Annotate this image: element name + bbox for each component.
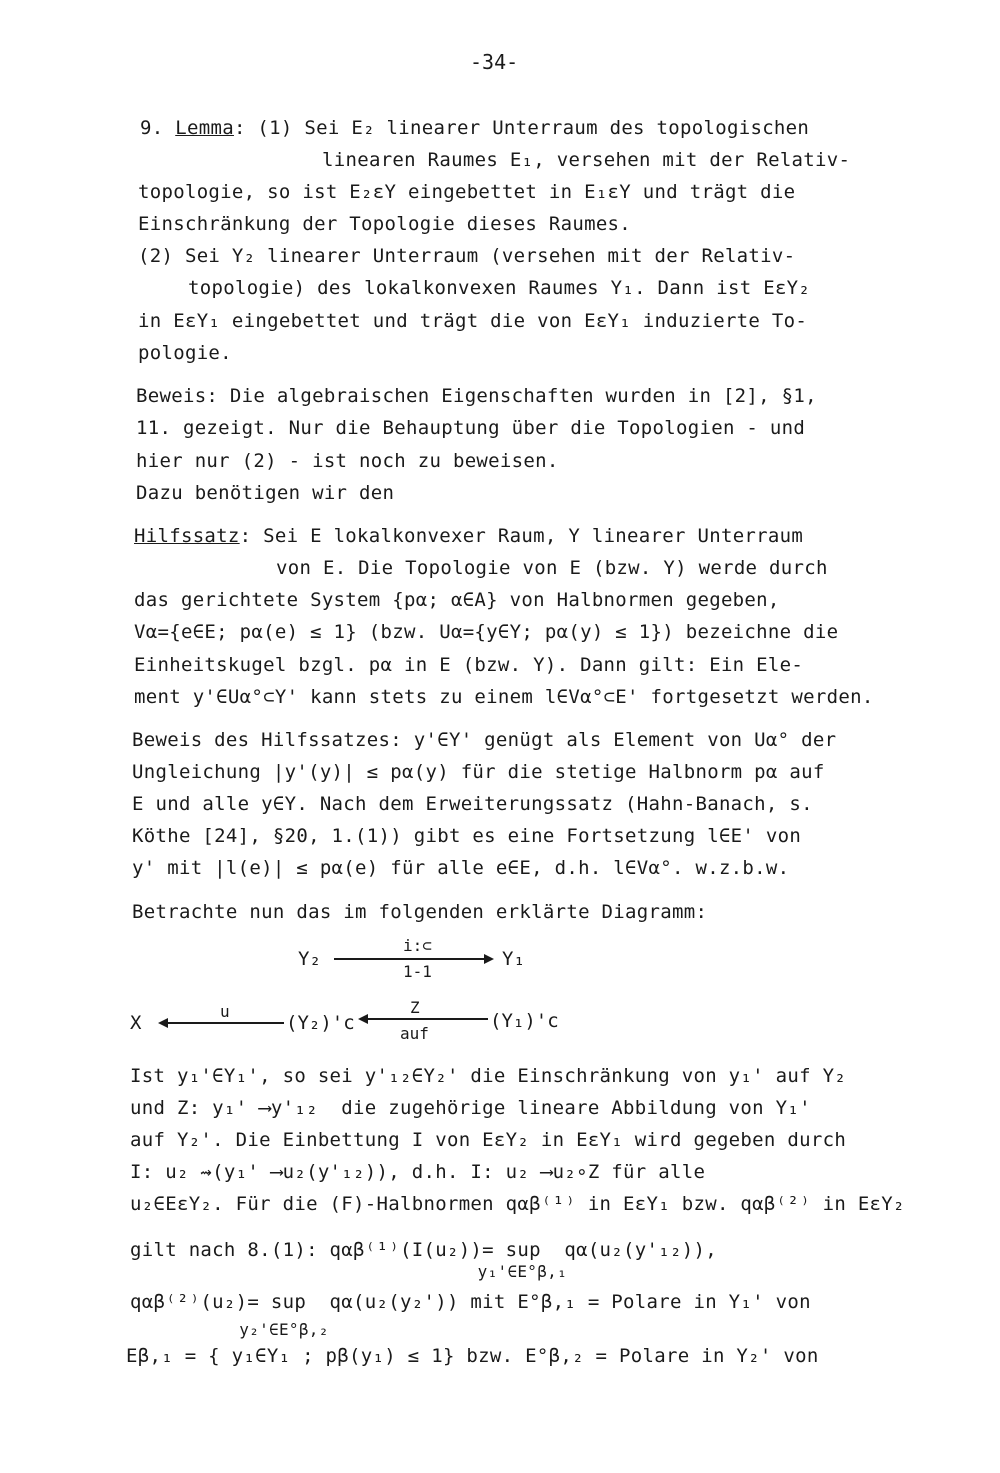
continuation-line-5: u₂∈EεY₂. Für die (F)-Halbnormen qαβ⁽¹⁾ in EεY₁ bzw. qαβ⁽²⁾ in EεY₂ (130, 1193, 905, 1215)
diagram-bottom-arrow-z-label-above: Z (410, 998, 420, 1017)
proof-line-3: hier nur (2) - ist noch zu beweisen. (136, 450, 559, 472)
diagram-bottom-arrow-z (366, 1018, 488, 1020)
hilfssatz-label: Hilfssatz (134, 525, 240, 547)
diagram-top-arrow-label-below: 1-1 (403, 962, 432, 981)
diagram-bottom-arrow-u-label: u (220, 1002, 230, 1021)
continuation-line-6: gilt nach 8.(1): qαβ⁽¹⁾(I(u₂))= sup qα(u₂(y'₁₂)), (130, 1239, 717, 1261)
lemma-line-8: pologie. (138, 342, 232, 364)
continuation-line-9: y₂'∈E°β,₂ (130, 1320, 329, 1339)
diagram-top-left: Y₂ (298, 948, 321, 970)
lemma-heading-line (140, 116, 809, 140)
hilfssatz-line-4: Vα={e∈E; pα(e) ≤ 1} (bzw. Uα={y∈Y; pα(y) ≤ 1}) bezeichne die (134, 621, 839, 643)
lemma-line-5: (2) Sei Y₂ linearer Unterraum (versehen mit der Relativ- (138, 245, 796, 267)
hilfssatz-line-1 (134, 524, 803, 548)
hilfssatz-line-2: von E. Die Topologie von E (bzw. Y) werde durch (276, 557, 828, 579)
hilfssatz-proof-line-3: E und alle y∈Y. Nach dem Erweiterungssatz (Hahn-Banach, s. (132, 793, 813, 815)
proof-line-1: Beweis: Die algebraischen Eigenschaften wurden in [2], §1, (136, 385, 817, 407)
proof-line-4: Dazu benötigen wir den (136, 482, 395, 504)
hilfssatz-line-6: ment y'∈Uα°⊂Y' kann stets zu einem l∈Vα°⊂E' fortgesetzt werden. (134, 686, 874, 708)
hilfssatz-line-1-text: : Sei E lokalkonvexer Raum, Y linearer Unterraum (239, 525, 804, 547)
lemma-line-3: topologie, so ist E₂εY eingebettet in E₁εY und trägt die (138, 181, 796, 203)
lemma-line-2: linearen Raumes E₁, versehen mit der Relativ- (322, 149, 851, 171)
diagram-bottom-mid: (Y₂)'c (286, 1012, 355, 1034)
diagram-bottom-right: (Y₁)'c (490, 1010, 559, 1032)
diagram-bottom-arrow-u (166, 1022, 284, 1024)
continuation-line-1: Ist y₁'∈Y₁', so sei y'₁₂∈Y₂' die Einschränkung von y₁' auf Y₂ (130, 1065, 847, 1087)
lemma-line-7: in EεY₁ eingebettet und trägt die von EεY₁ induzierte To- (138, 310, 808, 332)
continuation-line-3: auf Y₂'. Die Einbettung I von EεY₂ in EεY₁ wird gegeben durch (130, 1129, 847, 1151)
hilfssatz-line-3: das gerichtete System {pα; α∈A} von Halbnormen gegeben, (134, 589, 780, 611)
hilfssatz-line-5: Einheitskugel bzgl. pα in E (bzw. Y). Dann gilt: Ein Ele- (134, 654, 804, 676)
continuation-line-2: und Z: y₁' ⟶y'₁₂ die zugehörige lineare Abbildung von Y₁' (130, 1097, 811, 1119)
continuation-line-7: y₁'∈E°β,₁ (130, 1262, 568, 1281)
lemma-line-6: topologie) des lokalkonvexen Raumes Y₁. Dann ist EεY₂ (188, 277, 811, 299)
proof-line-2: 11. gezeigt. Nur die Behauptung über die Topologien - und (136, 417, 806, 439)
hilfssatz-proof-line-1: Beweis des Hilfssatzes: y'∈Y' genügt als Element von Uα° der (132, 729, 837, 751)
diagram-bottom-left: X (130, 1012, 142, 1034)
lemma-label: Lemma (175, 117, 234, 139)
diagram-intro: Betrachte nun das im folgenden erklärte Diagramm: (132, 901, 708, 923)
diagram-top-arrow (334, 958, 484, 960)
continuation-line-10: Eβ,₁ = { y₁∈Y₁ ; pβ(y₁) ≤ 1} bzw. E°β,₂ = Polare in Y₂' von (126, 1345, 819, 1367)
page-number: -34- (470, 50, 519, 74)
diagram-top-arrow-label-above: i:⊂ (403, 936, 432, 955)
hilfssatz-proof-line-2: Ungleichung |y'(y)| ≤ pα(y) für die stetige Halbnorm pα auf (132, 761, 825, 783)
diagram-bottom-arrow-z-label-below: auf (400, 1024, 429, 1043)
continuation-line-8: qαβ⁽²⁾(u₂)= sup qα(u₂(y₂')) mit E°β,₁ = Polare in Y₁' von (130, 1291, 811, 1313)
lemma-line-1: : (1) Sei E₂ linearer Unterraum des topologischen (233, 117, 810, 139)
arrow-head-icon (484, 954, 494, 964)
lemma-line-4: Einschränkung der Topologie dieses Raumes. (138, 213, 632, 235)
hilfssatz-proof-line-4: Köthe [24], §20, 1.(1)) gibt es eine Fortsetzung l∈E' von (132, 825, 802, 847)
lemma-number: 9. (140, 117, 164, 139)
continuation-line-4: I: u₂ ⇝(y₁' ⟶u₂(y'₁₂)), d.h. I: u₂ ⟶u₂∘Z für alle (130, 1161, 706, 1183)
diagram-top-right: Y₁ (502, 948, 525, 970)
hilfssatz-proof-line-5: y' mit |l(e)| ≤ pα(e) für alle e∈E, d.h. l∈Vα°. w.z.b.w. (132, 857, 790, 879)
